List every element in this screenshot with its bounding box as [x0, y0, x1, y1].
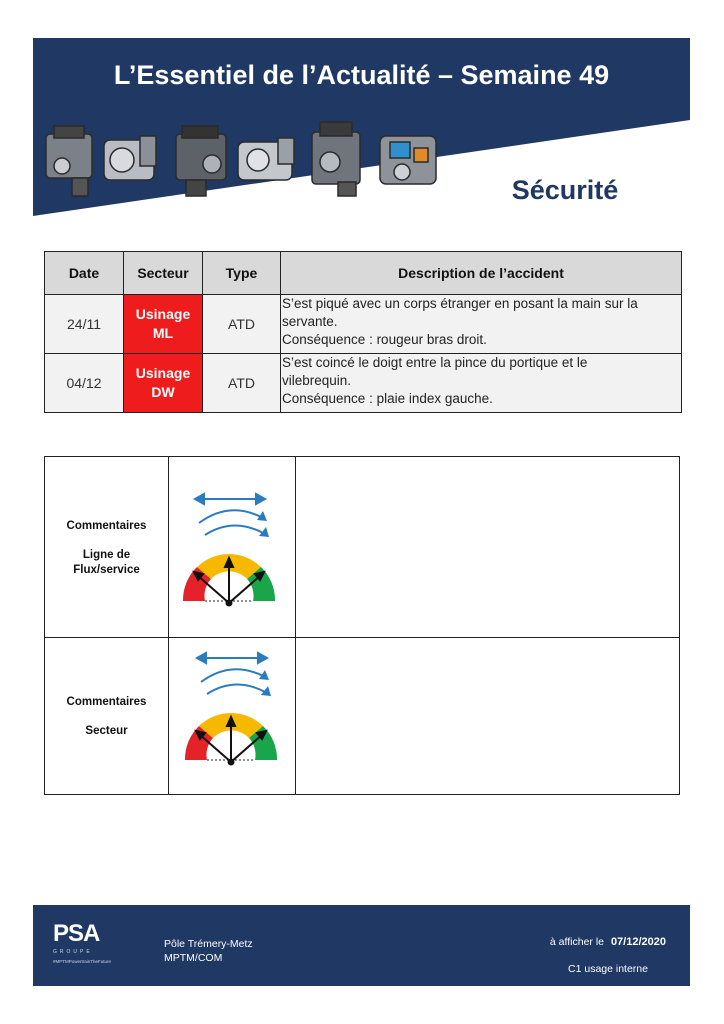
accident-description	[281, 354, 682, 413]
table-row	[45, 295, 682, 354]
display-label: à afficher le	[549, 936, 605, 948]
table-row	[45, 354, 682, 413]
comments-sector-area[interactable]	[297, 639, 679, 794]
section-title: Sécurité	[511, 175, 619, 205]
accident-type: ATD	[203, 295, 281, 354]
accident-date: 04/12	[45, 354, 124, 413]
sector-line: Usinage	[135, 365, 191, 381]
sector-line: Usinage	[135, 306, 191, 322]
description-line: S’est coincé le doigt entre la pince du portique et le	[282, 355, 588, 370]
psa-logo	[53, 922, 123, 964]
sector-line: DW	[151, 384, 175, 400]
comments-table	[44, 456, 680, 795]
comments-subtitle: Ligne de	[82, 549, 131, 561]
accident-date: 24/11	[45, 295, 124, 354]
double-arrow-icon	[195, 494, 265, 504]
column-header-sector: Secteur	[124, 252, 203, 295]
column-header-description: Description de l’accident	[281, 252, 682, 295]
gauge-icon	[177, 491, 281, 607]
engine-images	[38, 120, 458, 200]
description-line: vilebrequin.	[282, 373, 352, 388]
comments-line-area[interactable]	[297, 457, 679, 637]
accident-table	[44, 251, 682, 413]
accident-sector	[124, 354, 203, 413]
divider	[168, 457, 169, 794]
logo-subtext: GROUPE	[53, 949, 93, 955]
divider	[45, 637, 679, 638]
comments-title: Commentaires	[66, 520, 147, 532]
footer	[33, 905, 690, 986]
comments-subtitle: Flux/service	[73, 564, 140, 576]
table-header-row	[45, 252, 682, 295]
organization-line: MPTM/COM	[164, 952, 223, 964]
gauge-icon	[179, 650, 283, 766]
organization	[164, 937, 253, 965]
accident-description	[281, 295, 682, 354]
accident-type: ATD	[203, 354, 281, 413]
classification-label: C1 usage interne	[568, 963, 648, 975]
description-line: Conséquence : plaie index gauche.	[282, 391, 493, 406]
comments-sector-label	[45, 695, 168, 739]
comments-title: Commentaires	[66, 696, 147, 708]
display-date: 07/12/2020	[610, 936, 666, 948]
page-title: L’Essentiel de l’Actualité – Semaine 49	[113, 60, 610, 90]
engine-image	[46, 122, 436, 196]
organization-line: Pôle Trémery-Metz	[164, 938, 253, 950]
logo-tagline: #MPTMPowertrainTheFuture	[53, 959, 112, 964]
column-header-date: Date	[45, 252, 124, 295]
curved-arrow-icon	[201, 669, 265, 694]
curved-arrow-icon	[199, 510, 263, 535]
description-line: S’est piqué avec un corps étranger en posant la main sur la	[282, 296, 638, 311]
column-header-type: Type	[203, 252, 281, 295]
accident-sector	[124, 295, 203, 354]
display-date-info	[550, 936, 666, 948]
sector-line: ML	[152, 325, 174, 341]
description-line: servante.	[282, 314, 338, 329]
logo-text: PSA	[53, 920, 100, 947]
comments-line-label	[45, 519, 168, 578]
double-arrow-icon	[197, 653, 267, 663]
comments-subtitle: Secteur	[85, 725, 128, 737]
divider	[295, 457, 296, 794]
description-line: Conséquence : rougeur bras droit.	[282, 332, 487, 347]
